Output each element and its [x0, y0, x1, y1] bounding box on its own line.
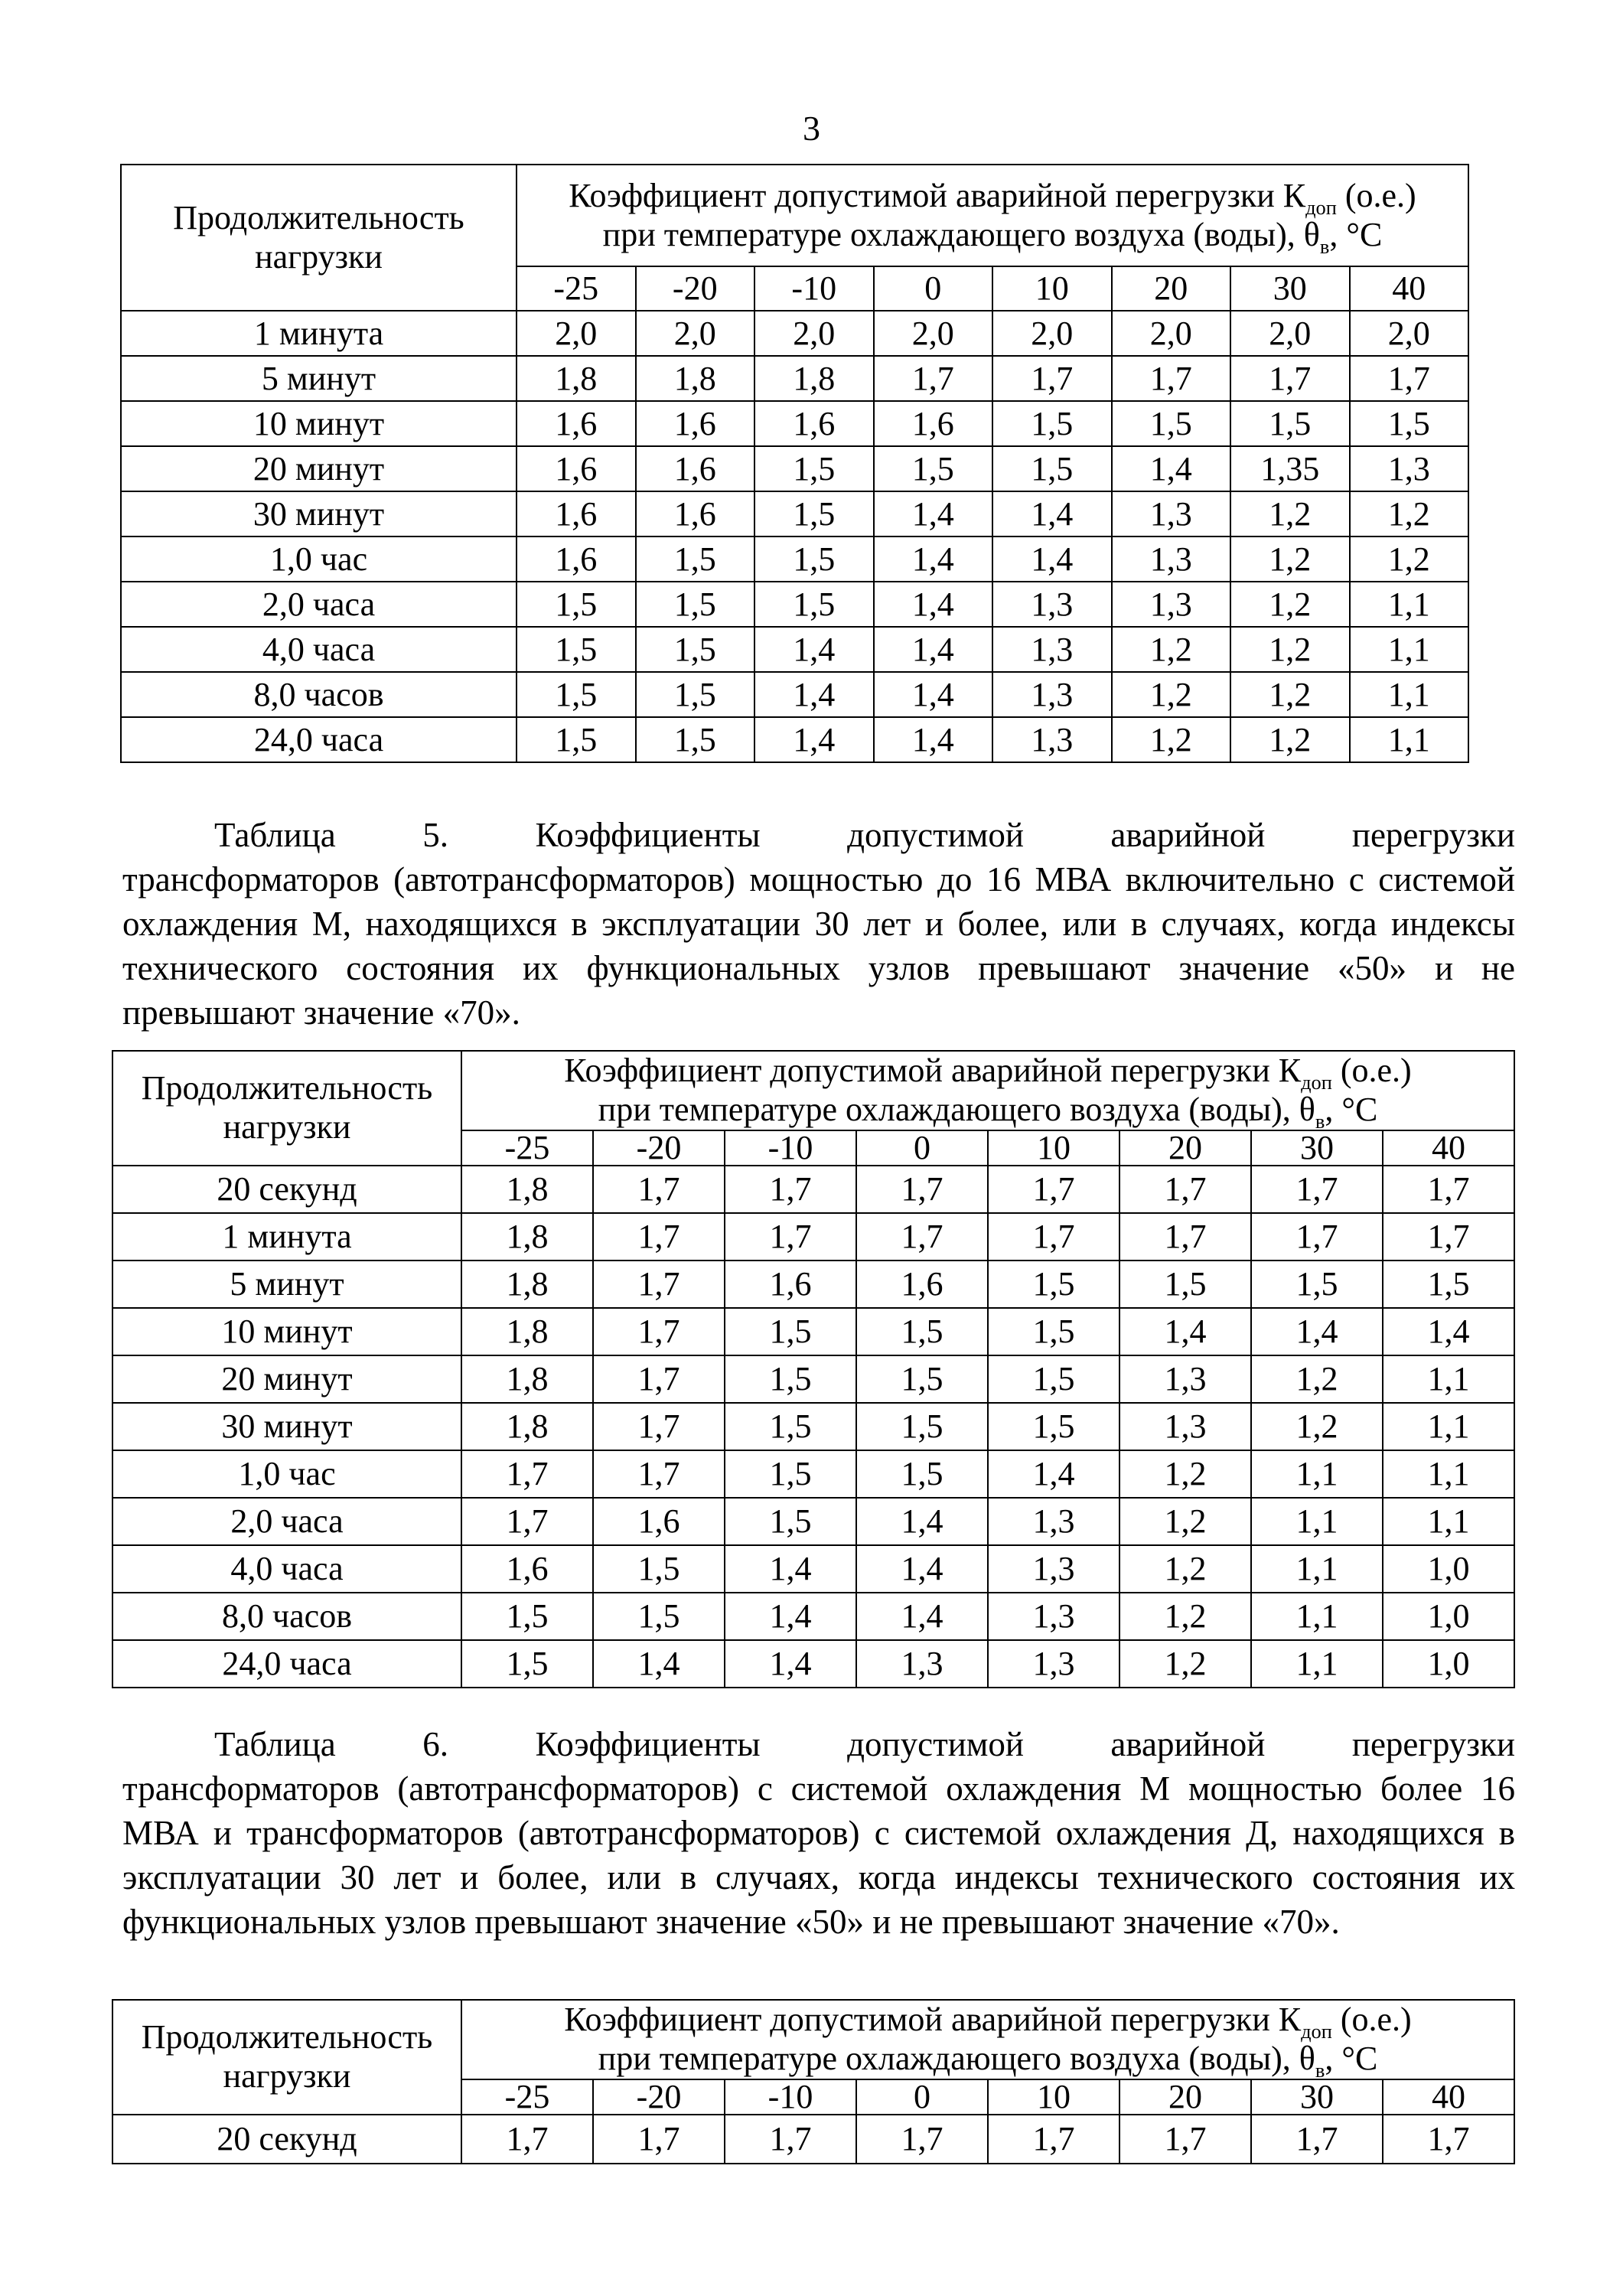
- coefficient-cell: 1,7: [988, 2115, 1119, 2164]
- coefficient-cell: 1,7: [1251, 1166, 1383, 1213]
- coefficient-cell: 1,4: [754, 627, 874, 672]
- coefficient-cell: 1,1: [1251, 1498, 1383, 1545]
- coefficient-cell: 1,5: [725, 1498, 856, 1545]
- coefficient-cell: 1,4: [874, 627, 993, 672]
- coefficient-cell: 1,1: [1251, 1593, 1383, 1640]
- coefficient-cell: 1,5: [593, 1593, 725, 1640]
- duration-header: Продолжительность нагрузки: [112, 1051, 461, 1166]
- coefficient-cell: 1,8: [636, 356, 755, 401]
- duration-cell: 24,0 часа: [112, 1640, 461, 1688]
- coefficient-header: Коэффициент допустимой аварийной перегрузки $К_{доп}$ (о.е.) при температуре охлаждающего воздуха (воды), $\theta_в$, °С: [517, 165, 1468, 266]
- temperature-header: 0: [856, 2079, 988, 2115]
- coefficient-cell: 1,5: [725, 1450, 856, 1498]
- coefficient-cell: 1,5: [725, 1403, 856, 1450]
- temperature-header: 30: [1230, 266, 1350, 311]
- coefficient-cell: 1,5: [1251, 1261, 1383, 1308]
- duration-cell: 4,0 часа: [112, 1545, 461, 1593]
- coefficient-cell: 1,3: [988, 1640, 1119, 1688]
- coefficient-cell: 1,2: [1119, 1545, 1251, 1593]
- coefficient-cell: 1,7: [856, 1213, 988, 1261]
- coefficient-cell: 1,5: [1119, 1261, 1251, 1308]
- coefficient-cell: 1,7: [593, 1355, 725, 1403]
- coefficient-cell: 1,6: [517, 491, 636, 536]
- coefficient-cell: 1,4: [856, 1545, 988, 1593]
- coefficient-cell: 1,7: [593, 1261, 725, 1308]
- coefficient-cell: 1,3: [1112, 491, 1231, 536]
- coefficient-cell: 1,2: [1230, 582, 1350, 627]
- coefficient-cell: 1,1: [1350, 627, 1469, 672]
- coefficient-cell: 1,0: [1383, 1545, 1514, 1593]
- coefficient-cell: 1,3: [1119, 1355, 1251, 1403]
- coefficient-cell: 1,7: [461, 1498, 593, 1545]
- coefficient-cell: 2,0: [517, 311, 636, 356]
- coefficient-cell: 1,4: [593, 1640, 725, 1688]
- coefficient-cell: 1,7: [725, 1166, 856, 1213]
- table-row: [121, 446, 1468, 491]
- coefficient-cell: 1,5: [725, 1355, 856, 1403]
- coefficient-cell: 1,3: [992, 627, 1112, 672]
- coefficient-cell: 1,5: [517, 717, 636, 762]
- coefficient-cell: 1,7: [874, 356, 993, 401]
- coefficient-cell: 1,7: [461, 1450, 593, 1498]
- coefficient-cell: 1,1: [1350, 672, 1469, 717]
- overload-table-continued: [120, 164, 1469, 763]
- temperature-header: -10: [725, 1130, 856, 1166]
- coefficient-cell: 1,4: [1383, 1308, 1514, 1355]
- duration-cell: 5 минут: [121, 356, 517, 401]
- coefficient-cell: 1,7: [1112, 356, 1231, 401]
- coefficient-cell: 1,4: [874, 717, 993, 762]
- temperature-header: 10: [988, 1130, 1119, 1166]
- coefficient-cell: 1,5: [856, 1355, 988, 1403]
- table-row: [121, 672, 1468, 717]
- coefficient-cell: 1,5: [461, 1593, 593, 1640]
- coefficient-cell: 2,0: [636, 311, 755, 356]
- coefficient-cell: 1,7: [988, 1166, 1119, 1213]
- coefficient-cell: 1,8: [517, 356, 636, 401]
- coefficient-cell: 1,5: [636, 582, 755, 627]
- temperature-header: -20: [593, 2079, 725, 2115]
- duration-cell: 30 минут: [112, 1403, 461, 1450]
- coefficient-cell: 1,7: [992, 356, 1112, 401]
- temperature-header: -25: [461, 2079, 593, 2115]
- coefficient-cell: 1,4: [754, 672, 874, 717]
- coefficient-cell: 1,7: [461, 2115, 593, 2164]
- coefficient-cell: 1,2: [1230, 491, 1350, 536]
- coefficient-header: Коэффициент допустимой аварийной перегрузки $К_{доп}$ (о.е.) при температуре охлаждающего воздуха (воды), $\theta_в$, °С: [461, 1051, 1514, 1130]
- coefficient-cell: 1,5: [461, 1640, 593, 1688]
- duration-cell: 20 минут: [121, 446, 517, 491]
- duration-cell: 2,0 часа: [112, 1498, 461, 1545]
- coefficient-cell: 1,5: [856, 1450, 988, 1498]
- coefficient-cell: 1,4: [1119, 1308, 1251, 1355]
- coefficient-cell: 1,2: [1119, 1498, 1251, 1545]
- coefficient-cell: 1,7: [1383, 2115, 1514, 2164]
- table-6-caption-lead: Таблица 6. Коэффициенты допустимой аварийной перегрузки: [214, 1725, 1515, 1763]
- duration-cell: 1,0 час: [112, 1450, 461, 1498]
- coefficient-cell: 1,5: [856, 1308, 988, 1355]
- duration-cell: 20 секунд: [112, 1166, 461, 1213]
- coefficient-cell: 1,4: [874, 582, 993, 627]
- coefficient-cell: 1,2: [1230, 717, 1350, 762]
- coefficient-cell: 1,4: [992, 491, 1112, 536]
- coefficient-cell: 1,5: [988, 1403, 1119, 1450]
- coefficient-cell: 1,8: [461, 1403, 593, 1450]
- coefficient-cell: 1,4: [1112, 446, 1231, 491]
- coefficient-cell: 1,3: [988, 1498, 1119, 1545]
- coefficient-cell: 1,2: [1112, 672, 1231, 717]
- coefficient-cell: 1,3: [1112, 582, 1231, 627]
- coefficient-cell: 1,5: [992, 401, 1112, 446]
- coefficient-cell: 1,5: [856, 1403, 988, 1450]
- coefficient-cell: 1,3: [1350, 446, 1469, 491]
- coefficient-cell: 1,5: [988, 1308, 1119, 1355]
- temperature-header: 10: [992, 266, 1112, 311]
- table-row: [112, 1498, 1514, 1545]
- coefficient-cell: 1,1: [1251, 1640, 1383, 1688]
- coefficient-cell: 1,4: [874, 672, 993, 717]
- coefficient-cell: 1,1: [1350, 717, 1469, 762]
- coefficient-cell: 1,7: [856, 2115, 988, 2164]
- coefficient-cell: 1,3: [992, 717, 1112, 762]
- coefficient-cell: 2,0: [1230, 311, 1350, 356]
- coefficient-cell: 1,3: [992, 672, 1112, 717]
- coefficient-cell: 1,5: [754, 582, 874, 627]
- coefficient-cell: 2,0: [754, 311, 874, 356]
- duration-cell: 30 минут: [121, 491, 517, 536]
- coefficient-cell: 1,6: [636, 401, 755, 446]
- coefficient-cell: 1,7: [725, 1213, 856, 1261]
- table-row: [112, 1261, 1514, 1308]
- coefficient-cell: 1,5: [636, 672, 755, 717]
- coefficient-cell: 1,2: [1251, 1403, 1383, 1450]
- table-row: [112, 2115, 1514, 2164]
- duration-cell: 2,0 часа: [121, 582, 517, 627]
- coefficient-cell: 1,2: [1230, 672, 1350, 717]
- coefficient-cell: 1,2: [1119, 1640, 1251, 1688]
- coefficient-cell: 1,1: [1251, 1450, 1383, 1498]
- coefficient-cell: 1,3: [1119, 1403, 1251, 1450]
- coefficient-cell: 1,7: [593, 1166, 725, 1213]
- coefficient-cell: 1,7: [1383, 1213, 1514, 1261]
- duration-cell: 4,0 часа: [121, 627, 517, 672]
- coefficient-cell: 1,5: [754, 536, 874, 582]
- temperature-header: -25: [517, 266, 636, 311]
- temperature-header: -20: [593, 1130, 725, 1166]
- coefficient-cell: 1,6: [517, 536, 636, 582]
- coefficient-cell: 1,7: [1119, 1166, 1251, 1213]
- table-row: [121, 582, 1468, 627]
- table-row: [121, 356, 1468, 401]
- duration-cell: 8,0 часов: [121, 672, 517, 717]
- coefficient-header: Коэффициент допустимой аварийной перегрузки $К_{доп}$ (о.е.) при температуре охлаждающего воздуха (воды), $\theta_в$, °С: [461, 2000, 1514, 2079]
- coefficient-cell: 1,6: [754, 401, 874, 446]
- temperature-header: 10: [988, 2079, 1119, 2115]
- coefficient-cell: 1,1: [1383, 1498, 1514, 1545]
- coefficient-cell: 1,1: [1383, 1355, 1514, 1403]
- coefficient-cell: 1,6: [593, 1498, 725, 1545]
- coefficient-cell: 1,1: [1383, 1403, 1514, 1450]
- coefficient-cell: 1,5: [988, 1355, 1119, 1403]
- table-6-caption: [122, 1722, 1515, 1944]
- coefficient-cell: 1,5: [874, 446, 993, 491]
- coefficient-cell: 1,8: [461, 1355, 593, 1403]
- coefficient-cell: 1,5: [754, 491, 874, 536]
- table-5-caption: [122, 813, 1515, 1035]
- coefficient-cell: 1,6: [856, 1261, 988, 1308]
- coefficient-cell: 1,6: [461, 1545, 593, 1593]
- coefficient-cell: 1,5: [517, 672, 636, 717]
- coefficient-cell: 1,2: [1119, 1593, 1251, 1640]
- table-row: [112, 1403, 1514, 1450]
- coefficient-cell: 1,8: [461, 1213, 593, 1261]
- table-row: [112, 1213, 1514, 1261]
- table-5-caption-lead: Таблица 5. Коэффициенты допустимой аварийной перегрузки: [214, 816, 1515, 854]
- duration-cell: 20 секунд: [112, 2115, 461, 2164]
- coefficient-cell: 1,4: [754, 717, 874, 762]
- coefficient-cell: 1,6: [725, 1261, 856, 1308]
- coefficient-cell: 1,8: [754, 356, 874, 401]
- coefficient-cell: 1,2: [1230, 627, 1350, 672]
- coefficient-cell: 1,8: [461, 1261, 593, 1308]
- duration-cell: 20 минут: [112, 1355, 461, 1403]
- page-number: 3: [803, 109, 820, 148]
- table-row: [112, 1450, 1514, 1498]
- duration-cell: 5 минут: [112, 1261, 461, 1308]
- coefficient-cell: 1,4: [988, 1450, 1119, 1498]
- table-row: [112, 1593, 1514, 1640]
- coefficient-cell: 1,7: [856, 1166, 988, 1213]
- coefficient-cell: 1,0: [1383, 1593, 1514, 1640]
- coefficient-cell: 1,5: [988, 1261, 1119, 1308]
- coefficient-cell: 1,4: [992, 536, 1112, 582]
- temperature-header: 0: [874, 266, 993, 311]
- duration-cell: 1 минута: [112, 1213, 461, 1261]
- coefficient-cell: 1,5: [517, 627, 636, 672]
- temperature-header: 20: [1119, 1130, 1251, 1166]
- coefficient-cell: 1,4: [856, 1593, 988, 1640]
- coefficient-cell: 1,3: [856, 1640, 988, 1688]
- table-row: [121, 627, 1468, 672]
- table-row: [112, 1545, 1514, 1593]
- table-row: [112, 1166, 1514, 1213]
- coefficient-cell: 1,7: [593, 1450, 725, 1498]
- coefficient-cell: 1,4: [725, 1640, 856, 1688]
- duration-cell: 10 минут: [112, 1308, 461, 1355]
- duration-cell: 24,0 часа: [121, 717, 517, 762]
- table-6: [112, 1999, 1515, 2164]
- coefficient-cell: 1,5: [1112, 401, 1231, 446]
- coefficient-cell: 1,2: [1251, 1355, 1383, 1403]
- coefficient-cell: 2,0: [874, 311, 993, 356]
- table-row: [121, 491, 1468, 536]
- temperature-header: 30: [1251, 2079, 1383, 2115]
- coefficient-cell: 1,4: [1251, 1308, 1383, 1355]
- table-5: [112, 1050, 1515, 1688]
- temperature-header: 40: [1383, 1130, 1514, 1166]
- coefficient-cell: 1,4: [725, 1593, 856, 1640]
- coefficient-cell: 1,7: [1230, 356, 1350, 401]
- coefficient-cell: 1,3: [988, 1593, 1119, 1640]
- coefficient-cell: 1,2: [1112, 717, 1231, 762]
- duration-cell: 8,0 часов: [112, 1593, 461, 1640]
- coefficient-cell: 1,3: [1112, 536, 1231, 582]
- coefficient-cell: 1,5: [754, 446, 874, 491]
- coefficient-cell: 1,2: [1112, 627, 1231, 672]
- temperature-header: -10: [754, 266, 874, 311]
- coefficient-cell: 1,7: [1383, 1166, 1514, 1213]
- coefficient-cell: 1,5: [1350, 401, 1469, 446]
- coefficient-cell: 1,3: [988, 1545, 1119, 1593]
- coefficient-cell: 1,7: [1350, 356, 1469, 401]
- coefficient-cell: 1,5: [1230, 401, 1350, 446]
- temperature-header: 40: [1350, 266, 1469, 311]
- coefficient-cell: 1,5: [636, 536, 755, 582]
- coefficient-cell: 1,8: [461, 1308, 593, 1355]
- coefficient-cell: 2,0: [992, 311, 1112, 356]
- table-6-caption-text: трансформаторов (автотрансформаторов) с системой охлаждения М мощностью более 16 МВА и трансформаторов (автотрансформаторов) с системой охлаждения Д, находящихся в эксплуатации 30 лет и более, или в случаях, когда индексы технического состояния их функциональных узлов превышают значение «50» и не превышают значение «70».: [122, 1769, 1515, 1941]
- coefficient-cell: 1,1: [1251, 1545, 1383, 1593]
- coefficient-cell: 1,7: [593, 1213, 725, 1261]
- table-row: [112, 1640, 1514, 1688]
- temperature-header: -10: [725, 2079, 856, 2115]
- coefficient-cell: 2,0: [1350, 311, 1469, 356]
- coefficient-cell: 1,5: [593, 1545, 725, 1593]
- coefficient-cell: 2,0: [1112, 311, 1231, 356]
- coefficient-cell: 1,5: [636, 627, 755, 672]
- coefficient-cell: 1,7: [1251, 2115, 1383, 2164]
- coefficient-cell: 1,6: [636, 446, 755, 491]
- temperature-header: -25: [461, 1130, 593, 1166]
- coefficient-cell: 1,6: [517, 446, 636, 491]
- temperature-header: 20: [1112, 266, 1231, 311]
- table-row: [121, 311, 1468, 356]
- coefficient-cell: 1,7: [1119, 1213, 1251, 1261]
- duration-cell: 1,0 час: [121, 536, 517, 582]
- coefficient-cell: 1,3: [992, 582, 1112, 627]
- coefficient-cell: 1,35: [1230, 446, 1350, 491]
- coefficient-cell: 1,5: [1383, 1261, 1514, 1308]
- coefficient-cell: 1,1: [1383, 1450, 1514, 1498]
- table-5-caption-text: трансформаторов (автотрансформаторов) мощностью до 16 МВА включительно с системой охлаждения М, находящихся в эксплуатации 30 лет и более, или в случаях, когда индексы технического состояния их функциональных узлов превышают значение «50» и не превышают значение «70».: [122, 860, 1515, 1032]
- coefficient-cell: 1,2: [1350, 536, 1469, 582]
- temperature-header: 0: [856, 1130, 988, 1166]
- duration-header: Продолжительность нагрузки: [112, 2000, 461, 2115]
- coefficient-cell: 1,5: [517, 582, 636, 627]
- temperature-header: -20: [636, 266, 755, 311]
- coefficient-cell: 1,7: [988, 1213, 1119, 1261]
- coefficient-cell: 1,6: [874, 401, 993, 446]
- duration-cell: 10 минут: [121, 401, 517, 446]
- coefficient-cell: 1,8: [461, 1166, 593, 1213]
- coefficient-cell: 1,5: [725, 1308, 856, 1355]
- coefficient-cell: 1,6: [636, 491, 755, 536]
- duration-header: Продолжительность нагрузки: [121, 165, 517, 311]
- coefficient-cell: 1,2: [1230, 536, 1350, 582]
- coefficient-cell: 1,7: [1251, 1213, 1383, 1261]
- coefficient-cell: 1,4: [725, 1545, 856, 1593]
- coefficient-cell: 1,7: [1119, 2115, 1251, 2164]
- coefficient-cell: 1,6: [517, 401, 636, 446]
- coefficient-cell: 1,1: [1350, 582, 1469, 627]
- coefficient-cell: 1,7: [725, 2115, 856, 2164]
- duration-cell: 1 минута: [121, 311, 517, 356]
- table-row: [112, 1355, 1514, 1403]
- temperature-header: 40: [1383, 2079, 1514, 2115]
- coefficient-cell: 1,7: [593, 1308, 725, 1355]
- coefficient-cell: 1,0: [1383, 1640, 1514, 1688]
- coefficient-cell: 1,2: [1350, 491, 1469, 536]
- coefficient-cell: 1,5: [636, 717, 755, 762]
- temperature-header: 30: [1251, 1130, 1383, 1166]
- table-row: [121, 717, 1468, 762]
- coefficient-cell: 1,7: [593, 2115, 725, 2164]
- coefficient-cell: 1,4: [874, 536, 993, 582]
- coefficient-cell: 1,2: [1119, 1450, 1251, 1498]
- coefficient-cell: 1,4: [874, 491, 993, 536]
- table-row: [121, 401, 1468, 446]
- table-row: [121, 536, 1468, 582]
- temperature-header: 20: [1119, 2079, 1251, 2115]
- coefficient-cell: 1,7: [593, 1403, 725, 1450]
- coefficient-cell: 1,5: [992, 446, 1112, 491]
- table-row: [112, 1308, 1514, 1355]
- coefficient-cell: 1,4: [856, 1498, 988, 1545]
